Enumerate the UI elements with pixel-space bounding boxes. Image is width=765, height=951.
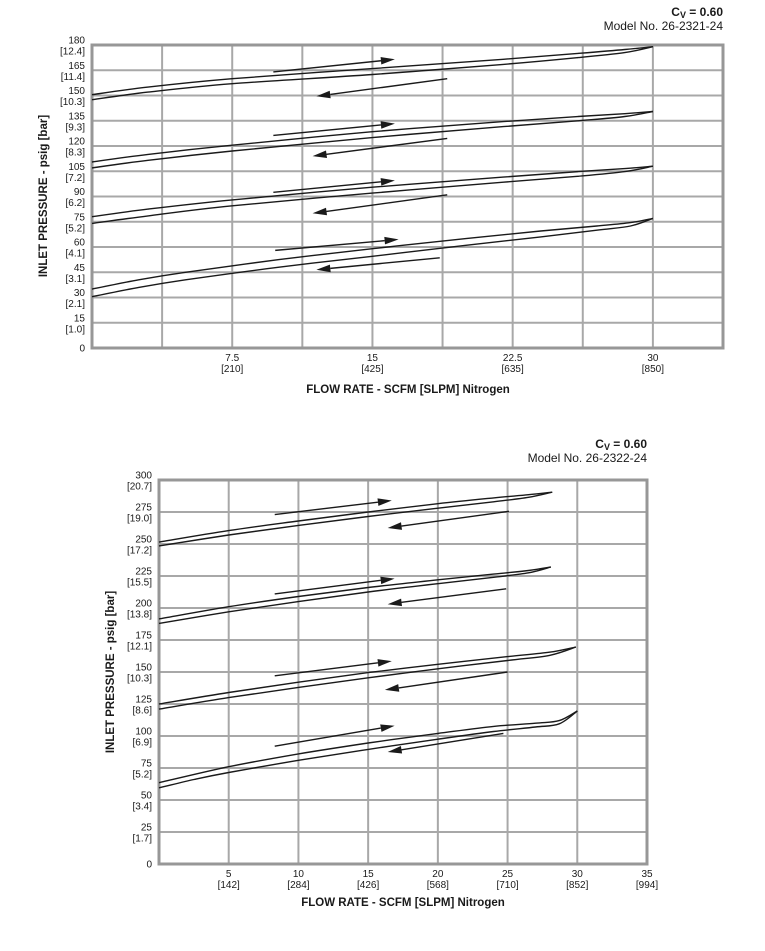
y-tick-label: 150 bbox=[68, 86, 85, 97]
x-tick-label: 35 bbox=[641, 869, 653, 880]
x-tick-label: 15 bbox=[366, 353, 379, 364]
arrow-decrease-head bbox=[316, 265, 330, 273]
y-tick-unit-label: [17.2] bbox=[126, 545, 152, 557]
y-axis-title-chart2: INLET PRESSURE - psig [bar] bbox=[105, 590, 117, 754]
x-tick-unit-label: [210] bbox=[221, 364, 244, 375]
arrow-increase-head bbox=[381, 57, 395, 65]
y-tick-label: 75 bbox=[140, 758, 152, 770]
y-tick-unit-label: [6.2] bbox=[65, 198, 85, 209]
arrow-increase-head bbox=[381, 178, 395, 186]
y-tick-label: 150 bbox=[135, 662, 152, 674]
x-tick-unit-label: [284] bbox=[287, 880, 310, 891]
curve-increasing-flow bbox=[159, 492, 552, 546]
y-tick-unit-label: [13.8] bbox=[126, 609, 152, 621]
x-tick-unit-label: [425] bbox=[361, 364, 384, 375]
x-tick-unit-label: [850] bbox=[641, 364, 665, 375]
y-tick-label: 300 bbox=[135, 470, 152, 482]
y-tick-unit-label: [19.0] bbox=[126, 513, 152, 525]
y-tick-label: 30 bbox=[73, 288, 85, 299]
cv-value-chart1 bbox=[671, 5, 723, 20]
arrow-decrease-head bbox=[316, 91, 330, 99]
arrow-increase-head bbox=[378, 498, 392, 506]
arrow-decrease-head bbox=[313, 151, 327, 159]
arrow-decrease-head bbox=[388, 522, 402, 530]
y-tick-unit-label: [12.1] bbox=[126, 641, 152, 653]
y-tick-unit-label: [5.2] bbox=[132, 769, 152, 781]
arrow-decrease-head bbox=[385, 684, 399, 692]
y-tick-label: 175 bbox=[135, 630, 152, 642]
x-axis-title-chart1: FLOW RATE - SCFM [SLPM] Nitrogen bbox=[306, 384, 510, 396]
arrow-decrease-line bbox=[402, 589, 507, 603]
y-tick-label: 165 bbox=[68, 60, 85, 72]
x-axis-title-chart2: FLOW RATE - SCFM [SLPM] Nitrogen bbox=[301, 897, 505, 909]
arrow-decrease-line bbox=[402, 511, 509, 526]
x-tick-label: 30 bbox=[571, 869, 583, 880]
arrow-increase-head bbox=[380, 724, 394, 732]
y-tick-unit-label: [7.2] bbox=[65, 172, 85, 184]
x-tick-unit-label: [852] bbox=[566, 880, 589, 891]
y-tick-label: 25 bbox=[140, 822, 152, 834]
y-tick-unit-label: [12.4] bbox=[59, 46, 85, 58]
x-tick-label: 20 bbox=[432, 869, 444, 880]
y-tick-label: 45 bbox=[73, 262, 85, 274]
y-tick-unit-label: [4.1] bbox=[65, 248, 85, 260]
x-tick-unit-label: [635] bbox=[501, 364, 524, 375]
arrow-increase-head bbox=[378, 659, 392, 667]
y-tick-unit-label: [1.7] bbox=[132, 833, 152, 845]
arrow-increase-head bbox=[381, 121, 395, 129]
arrow-decrease-head bbox=[388, 746, 402, 754]
y-tick-label: 60 bbox=[73, 237, 85, 249]
y-tick-label: 225 bbox=[135, 566, 152, 578]
y-tick-label: 0 bbox=[79, 343, 85, 355]
arrow-decrease-head bbox=[313, 208, 327, 216]
x-tick-unit-label: [710] bbox=[496, 880, 519, 891]
y-tick-label: 0 bbox=[146, 859, 152, 871]
x-tick-unit-label: [994] bbox=[635, 880, 659, 891]
y-tick-unit-label: [6.9] bbox=[132, 737, 152, 749]
y-tick-unit-label: [1.0] bbox=[65, 324, 85, 336]
x-tick-label: 7.5 bbox=[225, 353, 240, 364]
arrow-decrease-head bbox=[388, 599, 402, 607]
y-tick-unit-label: [10.3] bbox=[59, 97, 85, 108]
y-tick-unit-label: [11.4] bbox=[60, 71, 85, 83]
y-tick-unit-label: [15.5] bbox=[126, 577, 152, 589]
y-tick-unit-label: [3.1] bbox=[65, 273, 85, 285]
cv-value-chart2 bbox=[595, 437, 647, 452]
model-number-chart1: Model No. 26-2321-24 bbox=[603, 19, 723, 33]
x-tick-label: 25 bbox=[502, 869, 514, 880]
y-tick-unit-label: [9.3] bbox=[65, 122, 85, 134]
y-tick-label: 250 bbox=[135, 534, 152, 546]
y-tick-label: 100 bbox=[135, 726, 152, 738]
x-tick-unit-label: [568] bbox=[426, 880, 449, 891]
cv-subscript: V bbox=[603, 442, 610, 452]
y-tick-label: 75 bbox=[73, 212, 85, 224]
x-tick-label: 10 bbox=[292, 869, 304, 880]
cv-base: C bbox=[595, 437, 604, 451]
arrow-increase-head bbox=[380, 577, 394, 585]
x-tick-unit-label: [426] bbox=[357, 880, 380, 891]
model-number-chart2: Model No. 26-2322-24 bbox=[527, 451, 647, 465]
cv-rest: = 0.60 bbox=[609, 437, 647, 451]
cv-subscript: V bbox=[679, 10, 686, 20]
curve-decreasing-flow bbox=[159, 492, 552, 542]
y-tick-unit-label: [5.2] bbox=[65, 223, 85, 235]
y-tick-label: 135 bbox=[68, 111, 85, 123]
x-tick-label: 30 bbox=[647, 353, 659, 364]
y-tick-label: 50 bbox=[140, 790, 152, 802]
arrow-increase-line bbox=[273, 125, 381, 135]
x-tick-unit-label: [142] bbox=[217, 880, 240, 891]
y-tick-label: 275 bbox=[135, 502, 152, 514]
y-tick-unit-label: [3.4] bbox=[132, 801, 152, 813]
x-tick-label: 5 bbox=[225, 869, 232, 880]
y-tick-label: 180 bbox=[68, 35, 85, 47]
y-tick-label: 120 bbox=[68, 136, 85, 148]
arrow-decrease-line bbox=[399, 672, 508, 688]
y-tick-unit-label: [8.3] bbox=[65, 147, 85, 159]
cv-rest: = 0.60 bbox=[685, 5, 723, 19]
y-tick-unit-label: [8.6] bbox=[132, 705, 152, 717]
arrow-increase-head bbox=[384, 237, 398, 245]
y-tick-label: 200 bbox=[135, 598, 152, 610]
y-tick-label: 125 bbox=[135, 694, 152, 706]
x-tick-label: 15 bbox=[362, 869, 374, 880]
y-tick-unit-label: [10.3] bbox=[126, 673, 152, 685]
curve-decreasing-flow bbox=[159, 567, 551, 619]
y-tick-unit-label: [2.1] bbox=[65, 299, 85, 310]
y-axis-title-chart1: INLET PRESSURE - psig [bar] bbox=[38, 114, 50, 278]
y-tick-label: 90 bbox=[73, 187, 85, 198]
arrow-decrease-line bbox=[330, 79, 447, 95]
cv-base: C bbox=[671, 5, 680, 19]
x-tick-label: 22.5 bbox=[502, 353, 523, 364]
y-tick-unit-label: [20.7] bbox=[126, 481, 152, 493]
y-tick-label: 15 bbox=[73, 313, 85, 325]
y-tick-label: 105 bbox=[68, 161, 85, 173]
